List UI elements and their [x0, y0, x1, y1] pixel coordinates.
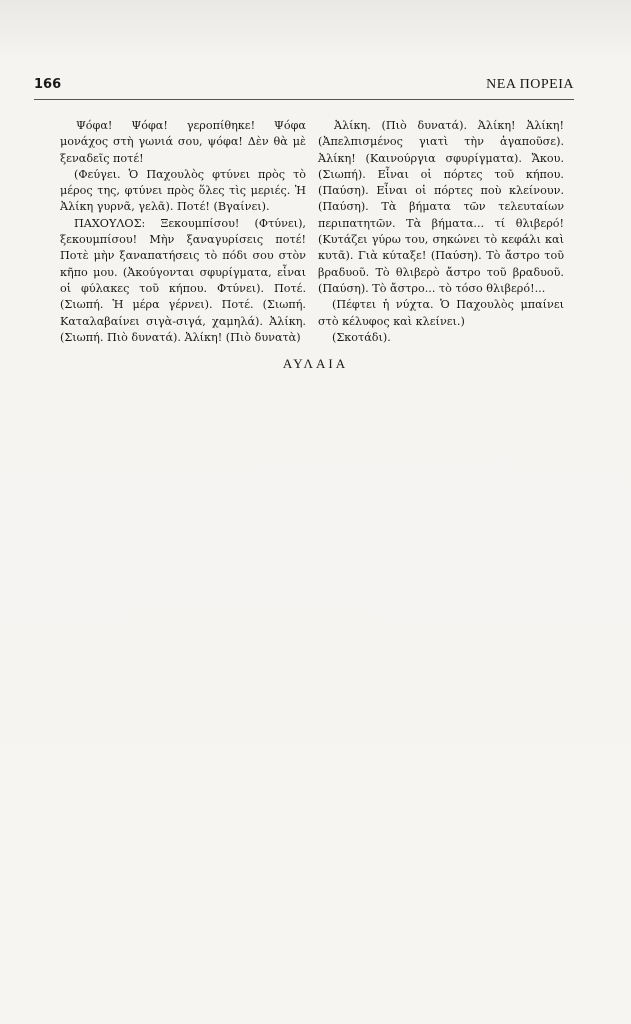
paragraph: (Πέφτει ἡ νύχτα. Ὁ Παχουλὸς μπαίνει στὸ κέλυφος καὶ κλείνει.) [318, 298, 564, 328]
right-column [318, 118, 564, 346]
paragraph: Ἀλίκη. (Πιὸ δυνατά). Ἀλίκη! Ἀλίκη! (Ἀπελπισμένος γιατὶ τὴν ἀγαποῦσε). Ἀλίκη! (Καινούργια σφυρίγματα). Ἄκου. (Σιωπή). Εἶναι οἱ πόρτες τοῦ κήπου. (Παύση). Εἶναι οἱ πόρτες ποὺ κλείνουν. (Παύση). Τὰ βήματα τῶν τελευταίων περιπατητῶν. Τὰ βήματα... τί θλιβερό! (Κυτάζει γύρω του, σηκώνει τὸ κεφάλι καὶ κυτᾶ). Γιὰ κύταξε! (Παύση). Τὸ ἄστρο τοῦ βραδυοῦ. Τὸ θλιβερὸ ἄστρο τοῦ βραδυοῦ. (Παύση). Τὸ ἄστρο... τὸ τόσο θλιβερό!... [318, 119, 564, 295]
paragraph: ΠΑΧΟΥΛΟΣ: Ξεκουμπίσου! (Φτύνει), ξεκουμπίσου! Μὴν ξαναγυρίσεις ποτέ! Ποτὲ μὴν ξαναπατήσεις τὸ πόδι σου στὸν κῆπο μου. (Ἀκούγονται σφυρίγματα, εἶναι οἱ φύλακες τοῦ κήπου. Φτύνει). Ποτέ. (Σιωπή. Ἡ μέρα γέρνει). Ποτέ. (Σιωπή. Καταλαβαίνει σιγὰ-σιγά, χαμηλά). Ἀλίκη. (Σιωπή. Πιὸ δυνατά). Ἀλίκη! (Πιὸ δυνατὰ) [60, 216, 306, 344]
curtain-end-mark: ΑΥΛΑΙΑ [282, 356, 349, 371]
paragraph: (Φεύγει. Ὁ Παχουλὸς φτύνει πρὸς τὸ μέρος της, φτύνει πρὸς ὅλες τὶς μεριές. Ἡ Ἀλίκη γυρνᾶ, γελᾶ). Ποτέ! (Βγαίνει). [60, 167, 306, 214]
header-rule [34, 99, 574, 100]
paragraph: (Σκοτάδι). [332, 330, 391, 344]
running-title: ΝΕΑ ΠΟΡΕΙΑ [486, 77, 574, 92]
page-number: 166 [34, 77, 62, 92]
left-column [60, 118, 306, 346]
paragraph: Ψόφα! Ψόφα! γεροπίθηκε! Ψόφα μονάχος στὴ γωνιά σου, ψόφα! Δὲν θὰ μὲ ξεναδεῖς ποτέ! [60, 119, 306, 165]
page-header [34, 77, 574, 97]
